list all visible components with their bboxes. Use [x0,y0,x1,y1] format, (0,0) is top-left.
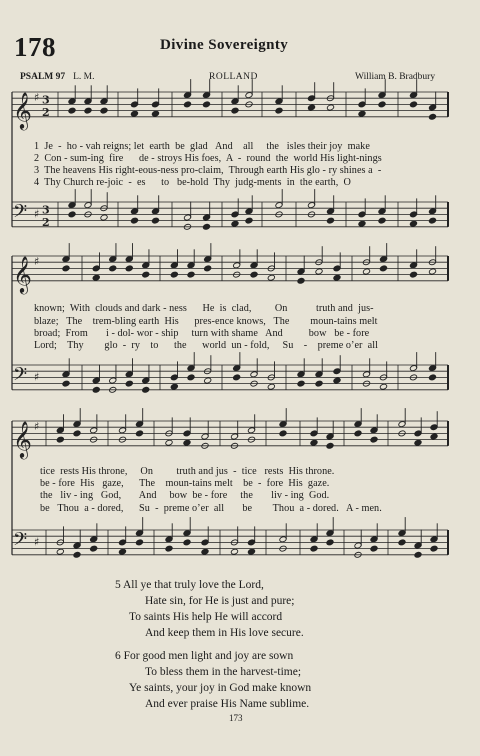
bass-clef-icon: 𝄢 [13,364,28,390]
note-head [333,274,341,281]
note-head [230,548,238,555]
note-head [315,268,323,275]
lyric-line: 3 The heavens His right-eous-ness pro-claim, Through earth His glo - ry shines a - [34,165,382,176]
note-head [62,380,70,387]
note-head [170,271,178,278]
note-head [409,101,417,108]
note-head [187,374,195,381]
note-head [231,220,239,227]
note-head [62,265,70,272]
note-head [135,430,143,437]
note-head [370,545,378,552]
note-head [326,104,334,111]
note-head [378,101,386,108]
note-head [68,211,76,218]
lyric-line: blaze; The trem-bling earth His pres-ence knows, The moun-tains melt [34,316,378,327]
note-head [247,548,255,555]
page-number: 173 [229,713,243,723]
note-head [310,439,318,446]
note-head [315,380,323,387]
treble-clef-icon: 𝄞 [13,254,32,293]
note-head [379,383,387,390]
note-head [245,217,253,224]
note-head [297,380,305,387]
note-head [428,113,436,120]
note-head [56,548,64,555]
note-head [125,380,133,387]
lyric-line: known; With clouds and dark - ness He is clad, On truth and jus- [34,303,374,314]
note-head [202,101,210,108]
note-head [142,386,150,393]
note-head [125,265,133,272]
note-head [428,374,436,381]
note-head [326,539,334,546]
hymn-title: Divine Sovereignty [160,37,289,53]
note-head [165,545,173,552]
note-head [362,268,370,275]
note-head [187,271,195,278]
sharp-icon: ♯ [34,255,40,269]
note-head [109,265,117,272]
sharp-icon: ♯ [34,207,40,221]
note-head [358,220,366,227]
psalm-label: PSALM 97 [20,72,66,82]
note-head [409,271,417,278]
stanza-5-line: 5 All ye that truly love the Lord, [115,579,264,591]
note-head [231,107,239,114]
note-head [414,551,422,558]
note-head [267,383,275,390]
note-head [201,548,209,555]
sharp-icon: ♯ [34,91,40,105]
note-head [90,545,98,552]
time-signature: 2 [42,215,50,229]
note-head [378,217,386,224]
note-head [414,439,422,446]
note-head [84,107,92,114]
note-head [165,439,173,446]
stanza-5-line: To saints His help He will accord [129,611,283,623]
stanza-6-line: And ever praise His Name sublime. [145,698,310,710]
note-head [100,214,108,221]
note-head [428,268,436,275]
lyric-line: be - fore His gaze, The moun-tains melt be - fore His gaze. [40,478,330,489]
note-head [430,545,438,552]
stanza-5-line: Hate sin, for He is just and pure; [145,595,295,607]
note-head [151,110,159,117]
note-head [430,433,438,440]
time-signature: 2 [42,105,50,119]
note-head [398,539,406,546]
note-head [151,217,159,224]
note-head [307,104,315,111]
note-head [233,374,241,381]
note-head [73,551,81,558]
note-head [92,386,100,393]
note-head [333,377,341,384]
note-head [183,539,191,546]
note-head [183,101,191,108]
note-head [279,430,287,437]
note-head [310,545,318,552]
stanza-6-line: 6 For good men light and joy are sown [115,650,294,662]
lyric-line: tice rests His throne, On truth and jus - tice rests His throne. [40,466,335,477]
time-signature: 3 [42,203,50,217]
time-signature: 3 [42,93,50,107]
lyric-line: the liv - ing God, And bow be - fore the liv - ing God. [40,490,330,501]
sharp-icon: ♯ [34,370,40,384]
composer-name: William B. Bradbury [355,72,436,82]
lyric-line: broad; From i - dol- wor - ship turn with shame And bow be - fore [34,328,370,339]
note-head [326,442,334,449]
note-head [297,277,305,284]
note-head [130,110,138,117]
stanza-6-line: Ye saints, your joy in God make known [129,682,312,694]
note-head [130,217,138,224]
tune-name: ROLLAND [209,72,258,82]
lyric-line: 2 Con - sum-ing fire de - stroys His foes, A - round the world His light-nings [34,153,382,164]
note-head [73,430,81,437]
note-head [142,271,150,278]
note-head [183,439,191,446]
note-head [204,265,212,272]
note-head [202,223,210,230]
note-head [326,217,334,224]
meter-label: L. M. [73,72,95,82]
lyric-line: 1 Je - ho - vah reigns; let earth be glad And all the isles their joy make [34,141,370,152]
lyric-line: Lord; Thy glo - ry to the world un - fold, Su - preme o’er all [34,340,379,351]
note-head [135,539,143,546]
note-head [118,548,126,555]
note-head [92,274,100,281]
note-head [358,110,366,117]
note-head [170,383,178,390]
note-head [354,430,362,437]
note-head [250,271,258,278]
note-head [409,220,417,227]
note-head [56,436,64,443]
note-head [68,107,76,114]
bass-clef-icon: 𝄢 [13,201,28,227]
treble-clef-icon: 𝄞 [13,90,32,129]
treble-clef-icon: 𝄞 [13,419,32,458]
stanza-6-line: To bless them in the harvest-time; [145,666,302,678]
note-head [267,274,275,281]
hymn-number: 178 [14,32,56,62]
lyric-line: be Thou a - dored, Su - preme o’er all be Thou a - dored. A - men. [40,503,382,514]
sharp-icon: ♯ [34,420,40,434]
bass-clef-icon: 𝄢 [13,529,28,555]
note-head [370,436,378,443]
note-head [100,107,108,114]
lyric-line: 4 Thy Church re-joic - es to be-hold Thy judg-ments in the earth, O [34,177,351,188]
note-head [428,217,436,224]
note-head [275,107,283,114]
note-head [204,377,212,384]
stanza-5-line: And keep them in His love secure. [145,627,304,639]
sharp-icon: ♯ [34,535,40,549]
note-head [379,265,387,272]
